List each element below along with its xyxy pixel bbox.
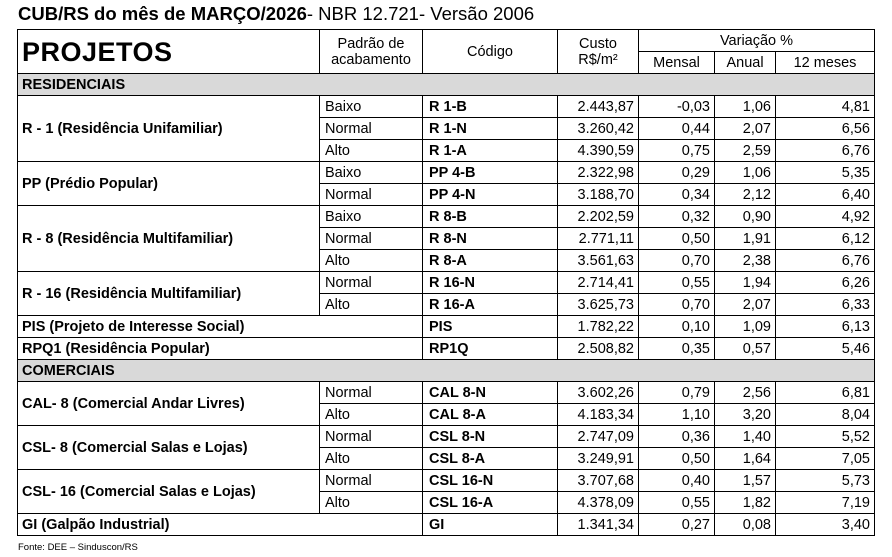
meses12-cell: 4,81 bbox=[776, 96, 875, 118]
custo-cell: 3.602,26 bbox=[558, 382, 639, 404]
anual-cell: 1,82 bbox=[715, 492, 776, 514]
mensal-cell: 0,70 bbox=[639, 294, 715, 316]
mensal-cell: 0,44 bbox=[639, 118, 715, 140]
meses12-cell: 4,92 bbox=[776, 206, 875, 228]
codigo-cell: R 16-A bbox=[423, 294, 558, 316]
padrao-cell: Alto bbox=[320, 140, 423, 162]
project-name: R - 8 (Residência Multifamiliar) bbox=[18, 206, 320, 272]
cub-table bbox=[17, 29, 875, 536]
meses12-cell: 6,76 bbox=[776, 140, 875, 162]
codigo-cell: R 8-B bbox=[423, 206, 558, 228]
anual-cell: 1,40 bbox=[715, 426, 776, 448]
mensal-cell: 0,75 bbox=[639, 140, 715, 162]
meses12-cell: 5,46 bbox=[776, 338, 875, 360]
section-row-comerciais bbox=[18, 360, 875, 382]
codigo-cell: CSL 16-A bbox=[423, 492, 558, 514]
codigo-cell: CSL 8-A bbox=[423, 448, 558, 470]
project-name: PIS (Projeto de Interesse Social) bbox=[18, 316, 423, 338]
meses12-cell: 5,35 bbox=[776, 162, 875, 184]
meses12-cell: 7,19 bbox=[776, 492, 875, 514]
anual-cell: 2,12 bbox=[715, 184, 776, 206]
table-row bbox=[18, 470, 875, 492]
mensal-cell: 0,36 bbox=[639, 426, 715, 448]
codigo-cell: PP 4-N bbox=[423, 184, 558, 206]
mensal-cell: 0,79 bbox=[639, 382, 715, 404]
header-anual: Anual bbox=[715, 52, 776, 74]
anual-cell: 1,09 bbox=[715, 316, 776, 338]
mensal-cell: 0,40 bbox=[639, 470, 715, 492]
padrao-cell: Normal bbox=[320, 382, 423, 404]
title-main: CUB/RS do mês de MARÇO/2026 bbox=[18, 3, 307, 24]
table-row bbox=[18, 338, 875, 360]
codigo-cell: CSL 8-N bbox=[423, 426, 558, 448]
mensal-cell: 0,50 bbox=[639, 228, 715, 250]
codigo-cell: R 1-B bbox=[423, 96, 558, 118]
padrao-cell: Baixo bbox=[320, 206, 423, 228]
table-row bbox=[18, 316, 875, 338]
codigo-cell: CSL 16-N bbox=[423, 470, 558, 492]
header-projetos: PROJETOS bbox=[18, 30, 320, 74]
custo-cell: 2.322,98 bbox=[558, 162, 639, 184]
section-label: COMERCIAIS bbox=[18, 360, 875, 382]
meses12-cell: 6,13 bbox=[776, 316, 875, 338]
codigo-cell: R 16-N bbox=[423, 272, 558, 294]
table-row bbox=[18, 206, 875, 228]
project-name: CAL- 8 (Comercial Andar Livres) bbox=[18, 382, 320, 426]
anual-cell: 1,94 bbox=[715, 272, 776, 294]
meses12-cell: 3,40 bbox=[776, 514, 875, 536]
padrao-cell: Alto bbox=[320, 404, 423, 426]
anual-cell: 2,07 bbox=[715, 118, 776, 140]
mensal-cell: 0,10 bbox=[639, 316, 715, 338]
meses12-cell: 6,33 bbox=[776, 294, 875, 316]
padrao-cell: Normal bbox=[320, 426, 423, 448]
padrao-cell: Alto bbox=[320, 448, 423, 470]
codigo-cell: CAL 8-N bbox=[423, 382, 558, 404]
table-row bbox=[18, 426, 875, 448]
mensal-cell: 0,29 bbox=[639, 162, 715, 184]
meses12-cell: 5,73 bbox=[776, 470, 875, 492]
anual-cell: 1,57 bbox=[715, 470, 776, 492]
mensal-cell: 1,10 bbox=[639, 404, 715, 426]
codigo-cell: CAL 8-A bbox=[423, 404, 558, 426]
padrao-cell: Normal bbox=[320, 272, 423, 294]
project-name: R - 16 (Residência Multifamiliar) bbox=[18, 272, 320, 316]
header-custo-line1: Custo bbox=[579, 35, 617, 52]
codigo-cell: GI bbox=[423, 514, 558, 536]
section-label: RESIDENCIAIS bbox=[18, 74, 875, 96]
project-name: R - 1 (Residência Unifamiliar) bbox=[18, 96, 320, 162]
codigo-cell: R 8-N bbox=[423, 228, 558, 250]
custo-cell: 1.782,22 bbox=[558, 316, 639, 338]
meses12-cell: 6,26 bbox=[776, 272, 875, 294]
custo-cell: 3.188,70 bbox=[558, 184, 639, 206]
header-padrao bbox=[320, 30, 423, 74]
custo-cell: 3.707,68 bbox=[558, 470, 639, 492]
padrao-cell: Baixo bbox=[320, 96, 423, 118]
custo-cell: 2.508,82 bbox=[558, 338, 639, 360]
padrao-cell: Normal bbox=[320, 228, 423, 250]
mensal-cell: -0,03 bbox=[639, 96, 715, 118]
meses12-cell: 8,04 bbox=[776, 404, 875, 426]
anual-cell: 3,20 bbox=[715, 404, 776, 426]
padrao-cell: Normal bbox=[320, 470, 423, 492]
padrao-cell: Normal bbox=[320, 118, 423, 140]
header-codigo: Código bbox=[423, 30, 558, 74]
mensal-cell: 0,70 bbox=[639, 250, 715, 272]
custo-cell: 2.714,41 bbox=[558, 272, 639, 294]
padrao-cell: Normal bbox=[320, 184, 423, 206]
project-name: GI (Galpão Industrial) bbox=[18, 514, 423, 536]
custo-cell: 4.390,59 bbox=[558, 140, 639, 162]
title-norm: - NBR 12.721- Versão 2006 bbox=[306, 3, 535, 24]
header-custo-line2: R$/m² bbox=[578, 51, 618, 68]
custo-cell: 1.341,34 bbox=[558, 514, 639, 536]
table-row bbox=[18, 272, 875, 294]
anual-cell: 0,90 bbox=[715, 206, 776, 228]
anual-cell: 2,38 bbox=[715, 250, 776, 272]
custo-cell: 3.249,91 bbox=[558, 448, 639, 470]
mensal-cell: 0,27 bbox=[639, 514, 715, 536]
padrao-cell: Alto bbox=[320, 250, 423, 272]
header-padrao-line1: Padrão de bbox=[337, 35, 405, 52]
section-row-residenciais bbox=[18, 74, 875, 96]
project-name: CSL- 16 (Comercial Salas e Lojas) bbox=[18, 470, 320, 514]
header-custo bbox=[558, 30, 639, 74]
padrao-cell: Baixo bbox=[320, 162, 423, 184]
document-title bbox=[18, 3, 534, 25]
anual-cell: 2,59 bbox=[715, 140, 776, 162]
custo-cell: 2.443,87 bbox=[558, 96, 639, 118]
header-padrao-line2: acabamento bbox=[331, 51, 411, 68]
meses12-cell: 7,05 bbox=[776, 448, 875, 470]
anual-cell: 2,56 bbox=[715, 382, 776, 404]
anual-cell: 0,08 bbox=[715, 514, 776, 536]
custo-cell: 2.771,11 bbox=[558, 228, 639, 250]
meses12-cell: 5,52 bbox=[776, 426, 875, 448]
header-12meses: 12 meses bbox=[776, 52, 875, 74]
table-row bbox=[18, 514, 875, 536]
table-row bbox=[18, 96, 875, 118]
padrao-cell: Alto bbox=[320, 492, 423, 514]
anual-cell: 2,07 bbox=[715, 294, 776, 316]
mensal-cell: 0,55 bbox=[639, 492, 715, 514]
codigo-cell: RP1Q bbox=[423, 338, 558, 360]
padrao-cell: Alto bbox=[320, 294, 423, 316]
meses12-cell: 6,12 bbox=[776, 228, 875, 250]
custo-cell: 3.625,73 bbox=[558, 294, 639, 316]
header-mensal: Mensal bbox=[639, 52, 715, 74]
mensal-cell: 0,50 bbox=[639, 448, 715, 470]
table-row bbox=[18, 382, 875, 404]
custo-cell: 3.260,42 bbox=[558, 118, 639, 140]
codigo-cell: PIS bbox=[423, 316, 558, 338]
anual-cell: 0,57 bbox=[715, 338, 776, 360]
mensal-cell: 0,55 bbox=[639, 272, 715, 294]
meses12-cell: 6,56 bbox=[776, 118, 875, 140]
project-name: RPQ1 (Residência Popular) bbox=[18, 338, 423, 360]
custo-cell: 4.378,09 bbox=[558, 492, 639, 514]
custo-cell: 4.183,34 bbox=[558, 404, 639, 426]
anual-cell: 1,06 bbox=[715, 96, 776, 118]
project-name: CSL- 8 (Comercial Salas e Lojas) bbox=[18, 426, 320, 470]
codigo-cell: R 8-A bbox=[423, 250, 558, 272]
project-name: PP (Prédio Popular) bbox=[18, 162, 320, 206]
source-note: Fonte: DEE – Sinduscon/RS bbox=[18, 542, 138, 553]
custo-cell: 2.747,09 bbox=[558, 426, 639, 448]
meses12-cell: 6,81 bbox=[776, 382, 875, 404]
anual-cell: 1,91 bbox=[715, 228, 776, 250]
anual-cell: 1,06 bbox=[715, 162, 776, 184]
mensal-cell: 0,34 bbox=[639, 184, 715, 206]
codigo-cell: R 1-A bbox=[423, 140, 558, 162]
mensal-cell: 0,32 bbox=[639, 206, 715, 228]
meses12-cell: 6,76 bbox=[776, 250, 875, 272]
header-row bbox=[18, 30, 875, 52]
header-variacao: Variação % bbox=[639, 30, 875, 52]
meses12-cell: 6,40 bbox=[776, 184, 875, 206]
mensal-cell: 0,35 bbox=[639, 338, 715, 360]
custo-cell: 3.561,63 bbox=[558, 250, 639, 272]
codigo-cell: PP 4-B bbox=[423, 162, 558, 184]
anual-cell: 1,64 bbox=[715, 448, 776, 470]
codigo-cell: R 1-N bbox=[423, 118, 558, 140]
table-row bbox=[18, 162, 875, 184]
custo-cell: 2.202,59 bbox=[558, 206, 639, 228]
